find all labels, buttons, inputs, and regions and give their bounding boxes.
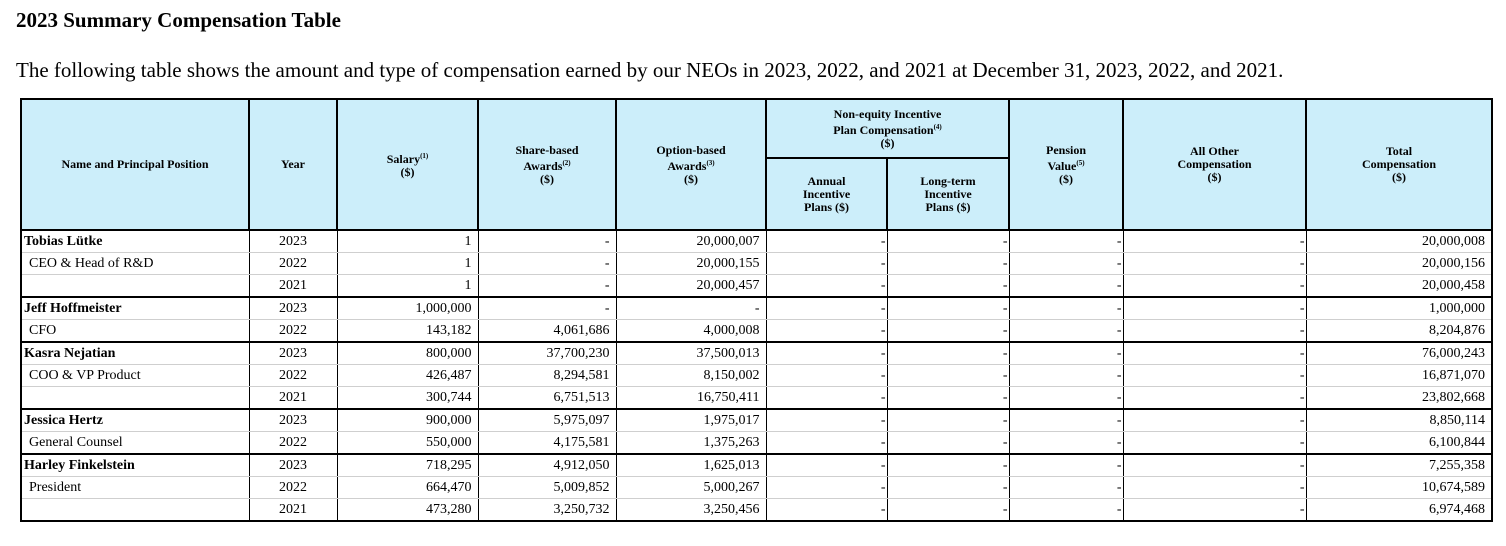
cell-all-other-compensation: -	[1123, 230, 1306, 253]
cell-annual-incentive: -	[766, 454, 887, 477]
cell-pension-value: -	[1009, 230, 1123, 253]
cell-name-position: CEO & Head of R&D	[21, 253, 249, 275]
table-row	[21, 342, 1492, 365]
table-header	[21, 99, 1492, 230]
cell-year: 2023	[249, 409, 337, 432]
cell-salary: 300,744	[337, 387, 478, 410]
cell-all-other-compensation: -	[1123, 477, 1306, 499]
cell-salary: 1	[337, 253, 478, 275]
cell-annual-incentive: -	[766, 342, 887, 365]
cell-long-term-incentive: -	[887, 454, 1009, 477]
cell-share-based-awards: -	[478, 230, 616, 253]
cell-year: 2022	[249, 320, 337, 343]
cell-salary: 800,000	[337, 342, 478, 365]
cell-long-term-incentive: -	[887, 230, 1009, 253]
table-row	[21, 297, 1492, 320]
table-body	[21, 230, 1492, 521]
cell-annual-incentive: -	[766, 275, 887, 298]
header-name-position: Name and Principal Position	[21, 99, 249, 230]
cell-salary: 900,000	[337, 409, 478, 432]
table-row	[21, 253, 1492, 275]
table-row	[21, 230, 1492, 253]
table-row	[21, 454, 1492, 477]
cell-option-based-awards: 1,625,013	[616, 454, 766, 477]
cell-year: 2021	[249, 387, 337, 410]
cell-pension-value: -	[1009, 365, 1123, 387]
cell-long-term-incentive: -	[887, 499, 1009, 522]
cell-name-position: President	[21, 477, 249, 499]
cell-pension-value: -	[1009, 499, 1123, 522]
cell-share-based-awards: 4,175,581	[478, 432, 616, 455]
table-row	[21, 320, 1492, 343]
cell-all-other-compensation: -	[1123, 320, 1306, 343]
cell-pension-value: -	[1009, 320, 1123, 343]
cell-year: 2023	[249, 454, 337, 477]
cell-all-other-compensation: -	[1123, 253, 1306, 275]
cell-year: 2022	[249, 253, 337, 275]
cell-total-compensation: 20,000,458	[1306, 275, 1492, 298]
cell-name-position: Kasra Nejatian	[21, 342, 249, 365]
cell-year: 2021	[249, 499, 337, 522]
table-row	[21, 409, 1492, 432]
cell-all-other-compensation: -	[1123, 409, 1306, 432]
cell-option-based-awards: 16,750,411	[616, 387, 766, 410]
cell-pension-value: -	[1009, 387, 1123, 410]
table-row	[21, 499, 1492, 522]
cell-total-compensation: 16,871,070	[1306, 365, 1492, 387]
table-row	[21, 477, 1492, 499]
cell-all-other-compensation: -	[1123, 432, 1306, 455]
cell-share-based-awards: 37,700,230	[478, 342, 616, 365]
cell-year: 2023	[249, 297, 337, 320]
cell-long-term-incentive: -	[887, 365, 1009, 387]
cell-pension-value: -	[1009, 342, 1123, 365]
cell-annual-incentive: -	[766, 432, 887, 455]
cell-long-term-incentive: -	[887, 297, 1009, 320]
cell-total-compensation: 20,000,156	[1306, 253, 1492, 275]
cell-share-based-awards: 3,250,732	[478, 499, 616, 522]
cell-long-term-incentive: -	[887, 409, 1009, 432]
cell-name-position: COO & VP Product	[21, 365, 249, 387]
cell-annual-incentive: -	[766, 320, 887, 343]
cell-salary: 1	[337, 275, 478, 298]
cell-share-based-awards: 5,975,097	[478, 409, 616, 432]
cell-share-based-awards: 6,751,513	[478, 387, 616, 410]
cell-total-compensation: 10,674,589	[1306, 477, 1492, 499]
cell-annual-incentive: -	[766, 387, 887, 410]
cell-salary: 143,182	[337, 320, 478, 343]
cell-total-compensation: 7,255,358	[1306, 454, 1492, 477]
cell-total-compensation: 6,100,844	[1306, 432, 1492, 455]
table-row	[21, 365, 1492, 387]
pension-footnote: (5)	[1076, 158, 1085, 167]
header-pension-value: Pension Value$^{(5)}$ ($)	[1009, 99, 1123, 230]
cell-pension-value: -	[1009, 454, 1123, 477]
header-total-compensation: Total Compensation ($)	[1306, 99, 1492, 230]
cell-pension-value: -	[1009, 275, 1123, 298]
cell-option-based-awards: 1,375,263	[616, 432, 766, 455]
option-footnote: (3)	[706, 158, 715, 167]
cell-share-based-awards: 4,912,050	[478, 454, 616, 477]
cell-share-based-awards: -	[478, 297, 616, 320]
cell-long-term-incentive: -	[887, 342, 1009, 365]
cell-option-based-awards: 37,500,013	[616, 342, 766, 365]
cell-option-based-awards: 20,000,457	[616, 275, 766, 298]
cell-salary: 1	[337, 230, 478, 253]
cell-salary: 718,295	[337, 454, 478, 477]
header-salary: Salary$^{(1)}$ ($)	[337, 99, 478, 230]
cell-pension-value: -	[1009, 477, 1123, 499]
header-long-term-incentive-plans: Long-term Incentive Plans ($)	[887, 158, 1009, 230]
cell-total-compensation: 1,000,000	[1306, 297, 1492, 320]
table-row	[21, 275, 1492, 298]
cell-pension-value: -	[1009, 253, 1123, 275]
cell-all-other-compensation: -	[1123, 387, 1306, 410]
cell-name-position: General Counsel	[21, 432, 249, 455]
cell-option-based-awards: 20,000,155	[616, 253, 766, 275]
cell-long-term-incentive: -	[887, 275, 1009, 298]
cell-long-term-incentive: -	[887, 320, 1009, 343]
cell-salary: 550,000	[337, 432, 478, 455]
cell-name-position: Harley Finkelstein	[21, 454, 249, 477]
cell-total-compensation: 23,802,668	[1306, 387, 1492, 410]
cell-year: 2022	[249, 365, 337, 387]
cell-annual-incentive: -	[766, 230, 887, 253]
cell-share-based-awards: -	[478, 253, 616, 275]
cell-option-based-awards: 8,150,002	[616, 365, 766, 387]
cell-all-other-compensation: -	[1123, 297, 1306, 320]
cell-all-other-compensation: -	[1123, 365, 1306, 387]
cell-share-based-awards: 4,061,686	[478, 320, 616, 343]
cell-total-compensation: 6,974,468	[1306, 499, 1492, 522]
cell-annual-incentive: -	[766, 477, 887, 499]
cell-all-other-compensation: -	[1123, 275, 1306, 298]
cell-total-compensation: 20,000,008	[1306, 230, 1492, 253]
cell-name-position: Tobias Lütke	[21, 230, 249, 253]
cell-year: 2022	[249, 477, 337, 499]
table-row	[21, 432, 1492, 455]
cell-share-based-awards: 5,009,852	[478, 477, 616, 499]
cell-option-based-awards: 1,975,017	[616, 409, 766, 432]
cell-annual-incentive: -	[766, 499, 887, 522]
cell-total-compensation: 8,850,114	[1306, 409, 1492, 432]
nonequity-footnote: (4)	[933, 122, 942, 131]
cell-name-position: Jessica Hertz	[21, 409, 249, 432]
cell-all-other-compensation: -	[1123, 454, 1306, 477]
cell-annual-incentive: -	[766, 253, 887, 275]
header-option-based-awards: Option-based Awards$^{(3)}$ ($)	[616, 99, 766, 230]
cell-year: 2021	[249, 275, 337, 298]
cell-option-based-awards: 5,000,267	[616, 477, 766, 499]
intro-paragraph: The following table shows the amount and type of compensation earned by our NEOs in 2023, 2022, and 2021 at December 31, 2023, 2022, and 2021.	[16, 58, 1284, 82]
cell-pension-value: -	[1009, 297, 1123, 320]
cell-pension-value: -	[1009, 409, 1123, 432]
cell-long-term-incentive: -	[887, 387, 1009, 410]
cell-option-based-awards: 4,000,008	[616, 320, 766, 343]
page-title: 2023 Summary Compensation Table	[16, 8, 341, 32]
cell-name-position: Jeff Hoffmeister	[21, 297, 249, 320]
cell-all-other-compensation: -	[1123, 499, 1306, 522]
cell-name-position	[21, 499, 249, 522]
cell-share-based-awards: 8,294,581	[478, 365, 616, 387]
summary-compensation-table	[20, 98, 1493, 522]
cell-annual-incentive: -	[766, 409, 887, 432]
cell-all-other-compensation: -	[1123, 342, 1306, 365]
cell-option-based-awards: -	[616, 297, 766, 320]
header-annual-incentive-plans: Annual Incentive Plans ($)	[766, 158, 887, 230]
cell-salary: 426,487	[337, 365, 478, 387]
cell-salary: 1,000,000	[337, 297, 478, 320]
cell-share-based-awards: -	[478, 275, 616, 298]
cell-total-compensation: 8,204,876	[1306, 320, 1492, 343]
cell-total-compensation: 76,000,243	[1306, 342, 1492, 365]
cell-long-term-incentive: -	[887, 253, 1009, 275]
cell-name-position	[21, 387, 249, 410]
cell-long-term-incentive: -	[887, 432, 1009, 455]
cell-salary: 664,470	[337, 477, 478, 499]
header-non-equity-incentive: Non-equity Incentive Plan Compensation$^{(4)}$ ($)	[766, 99, 1009, 158]
header-year: Year	[249, 99, 337, 230]
cell-long-term-incentive: -	[887, 477, 1009, 499]
cell-name-position	[21, 275, 249, 298]
header-share-based-awards: Share-based Awards$^{(2)}$ ($)	[478, 99, 616, 230]
cell-year: 2022	[249, 432, 337, 455]
cell-year: 2023	[249, 342, 337, 365]
cell-year: 2023	[249, 230, 337, 253]
cell-option-based-awards: 3,250,456	[616, 499, 766, 522]
cell-annual-incentive: -	[766, 365, 887, 387]
salary-footnote: (1)	[420, 152, 429, 160]
share-footnote: (2)	[562, 158, 571, 167]
cell-annual-incentive: -	[766, 297, 887, 320]
cell-salary: 473,280	[337, 499, 478, 522]
table-row	[21, 387, 1492, 410]
cell-option-based-awards: 20,000,007	[616, 230, 766, 253]
header-all-other-compensation: All Other Compensation ($)	[1123, 99, 1306, 230]
cell-name-position: CFO	[21, 320, 249, 343]
cell-pension-value: -	[1009, 432, 1123, 455]
